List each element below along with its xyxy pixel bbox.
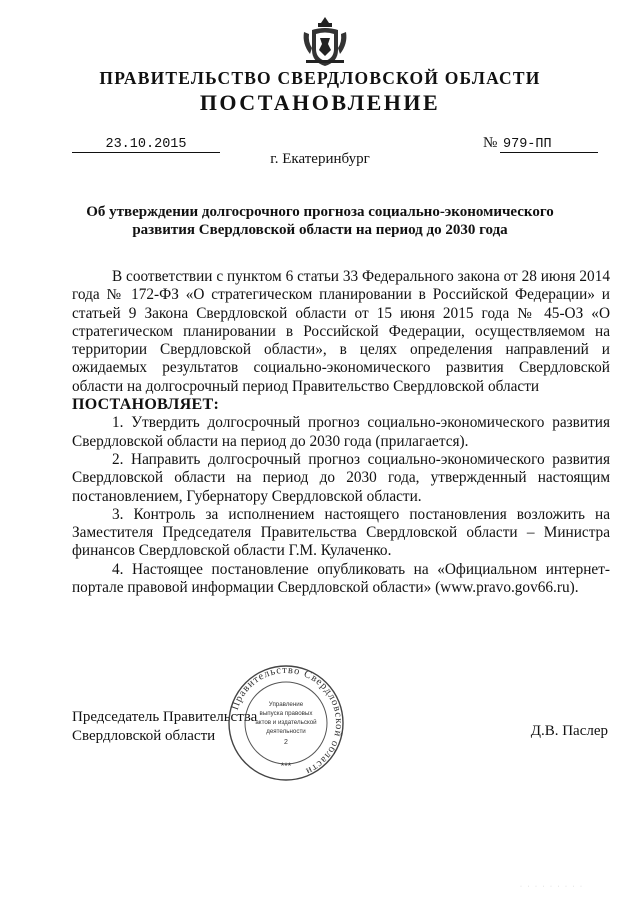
item-2: 2. Направить долгосрочный прогноз социально-экономического развития Свердловской области на период до 2030 года, утвержденный настоящим постановлением, Губернатору Свердловской области. <box>72 450 610 505</box>
scan-marks: · · · · · · · · · <box>520 884 584 890</box>
stamp-inner-line-1: Управление <box>268 701 304 708</box>
government-title: ПРАВИТЕЛЬСТВО СВЕРДЛОВСКОЙ ОБЛАСТИ <box>99 68 541 88</box>
signatory-name: Д.В. Паслер <box>530 723 608 739</box>
subject-line-2: развития Свердловской области на период до 2030 года <box>132 222 508 238</box>
subject-line-1: Об утверждении долгосрочного прогноза социально-экономического <box>86 204 554 220</box>
item-4: 4. Настоящее постановление опубликовать на «Официальном интернет-портале правовой информации Свердловской области» (www.pravo.gov66.ru). <box>72 560 610 597</box>
item-3: 3. Контроль за исполнением настоящего постановления возложить на Заместителя Председателя Правительства Свердловской области – Министра финансов Свердловской области Г.М. Кулаченко. <box>72 505 610 560</box>
coat-of-arms-icon <box>300 14 350 68</box>
stamp-inner-number: 2 <box>284 739 288 746</box>
preamble-paragraph: В соответствии с пунктом 6 статьи 33 Федерального закона от 28 июня 2014 года № 172-ФЗ «О стратегическом планировании в Российской Федерации» и статьей 9 Закона Свердловской области от 15 июня 2015 года № 45-ОЗ «О стратегическом планировании в Российской Федерации, осуществляемом на территории Свердловской области», в целях определения направлений и ожидаемых результатов социально-экономического развития Свердловской области на долгосрочный период Правительство Свердловской области <box>72 268 610 395</box>
document-subject <box>70 203 570 239</box>
stamp-inner-line-4: деятельности <box>266 728 306 735</box>
stamp-outer-text: Правительство Свердловской области <box>229 664 345 777</box>
resolves-heading: ПОСТАНОВЛЯЕТ: <box>72 396 220 414</box>
city-name: г. Екатеринбург <box>270 151 370 167</box>
document-type-title: ПОСТАНОВЛЕНИЕ <box>199 90 441 115</box>
stamp-inner-line-3: актов и издательской <box>255 719 317 726</box>
number-label: № <box>483 135 498 151</box>
stamp-inner-line-2: выпуска правовых <box>259 710 313 717</box>
item-1: 1. Утвердить долгосрочный прогноз социально-экономического развития Свердловской области на период до 2030 года (прилагается). <box>72 414 610 450</box>
official-stamp <box>225 662 347 784</box>
document-number: 979-ПП <box>503 137 552 152</box>
document-date: 23.10.2015 <box>105 137 187 152</box>
signatory-title-line-1: Председатель Правительства <box>72 709 258 725</box>
document-body <box>72 268 610 597</box>
signatory-title-line-2: Свердловской области <box>72 728 216 744</box>
stamp-stars: *** <box>280 761 292 771</box>
